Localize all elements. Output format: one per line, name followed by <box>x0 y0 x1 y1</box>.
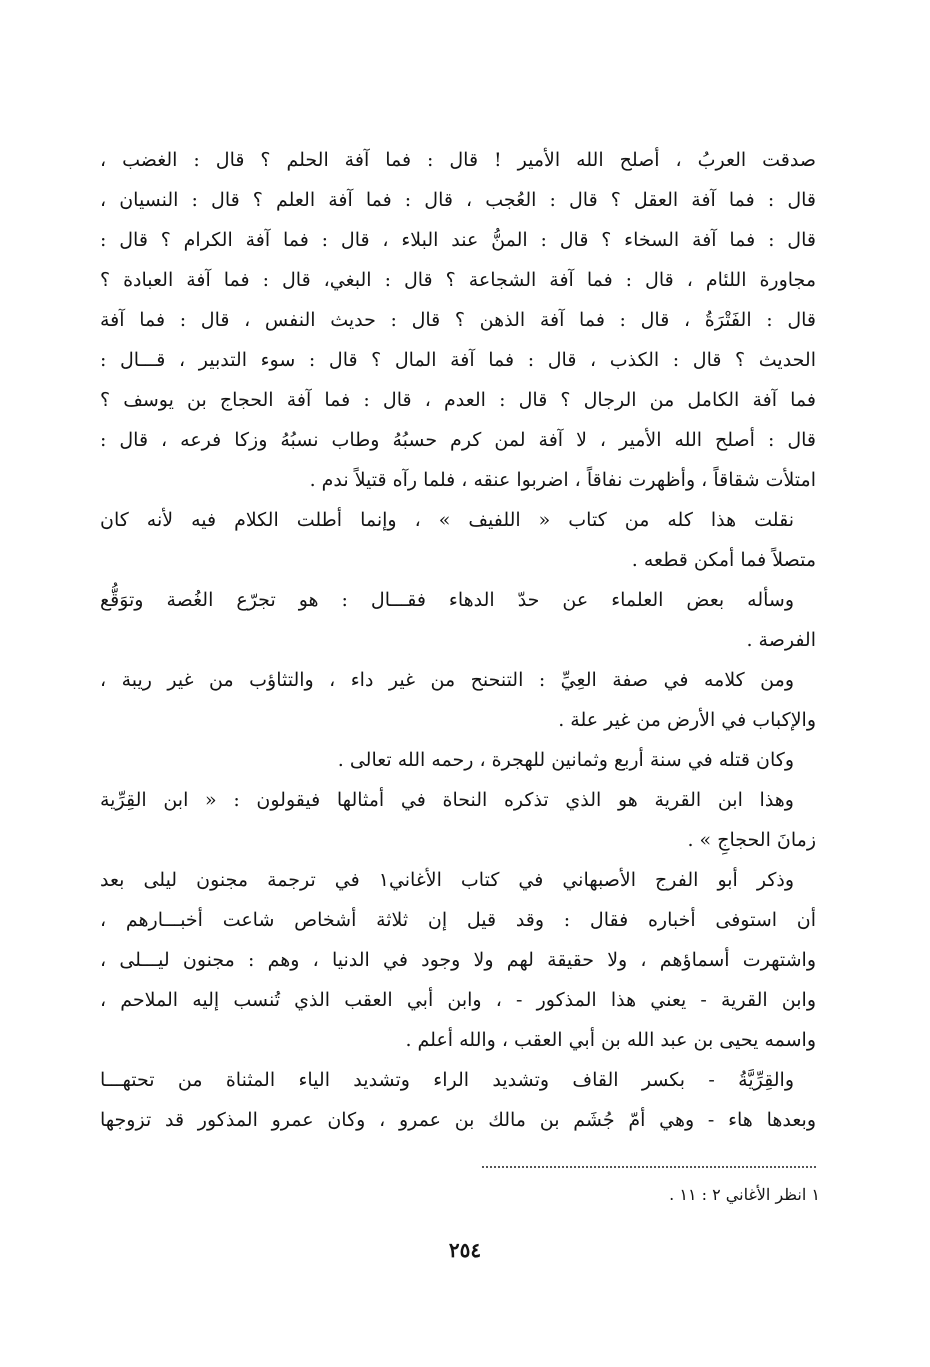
text-line: واشتهرت أسماؤهم ، ولا حقيقة لهم ولا وجود في الدنيا ، وهم : مجنون ليـــلى ، <box>100 949 816 971</box>
text-line: وذكر أبو الفرج الأصبهاني في كتاب الأغاني١ في ترجمة مجنون ليلى بعد <box>100 869 795 891</box>
text-line: مجاورة اللئام ، قال : فما آفة الشجاعة ؟ قال : البغي، قال : فما آفة العبادة ؟ <box>100 269 816 291</box>
text-line: أن استوفى أخباره فقال : وقد قيل إن ثلاثة أشخاص شاعت أخبـــارهم ، <box>100 909 816 931</box>
page-body <box>100 140 816 1140</box>
text-line: وهذا ابن القرية هو الذي تذكره النحاة في أمثالها فيقولون : « ابن القِرِّية <box>100 789 794 811</box>
page-number: ٢٥٤ <box>448 1238 482 1262</box>
text-line: والإكباب في الأرض من غير علة . <box>558 709 816 731</box>
text-line: الفرصة . <box>746 629 816 651</box>
text-line: زمانَ الحجاجِ » . <box>687 829 816 851</box>
text-line: وسأله بعض العلماء عن حدّ الدهاء فقـــال : هو تجرّع الغُصة وتوَقُّع <box>100 589 794 611</box>
text-line: وكان قتله في سنة أربع وثمانين للهجرة ، رحمه الله تعالى . <box>337 749 794 771</box>
text-line: واسمه يحيى بن عبد الله بن أبي العقب ، والله أعلم . <box>405 1029 816 1051</box>
text-line: امتلأت شقاقاً ، وأظهرت نفاقاً ، اضربوا عنقه ، فلما رآه قتيلاً ندم . <box>309 469 816 491</box>
text-line: فما آفة الكامل من الرجال ؟ قال : العدم ، قال : فما آفة الحجاج بن يوسف ؟ <box>100 389 816 411</box>
text-line: قال : الفَتْرَةُ ، قال : فما آفة الذهن ؟ قال : حديث النفس ، قال : فما آفة <box>100 309 816 331</box>
text-line: ومن كلامه في صفة العِيِّ : التنحنح من غير داء ، والتثاؤب من غير ريبة ، <box>100 669 794 691</box>
text-line: نقلت هذا كله من كتاب « اللفيف » ، وإنما أطلت الكلام فيه لأنه كان <box>100 509 794 531</box>
footnote-divider <box>482 1166 816 1168</box>
text-line: متصلاً فما أمكن قطعه . <box>631 549 816 571</box>
text-line: قال : فما آفة السخاء ؟ قال : المنُّ عند البلاء ، قال : فما آفة الكرام ؟ قال : <box>100 229 816 251</box>
text-line: الحديث ؟ قال : الكذب ، قال : فما آفة المال ؟ قال : سوء التدبير ، قـــال : <box>100 349 816 371</box>
text-line: وابن القرية - يعني هذا المذكور - ، وابن أبي العقب الذي تُنسب إليه الملاحم ، <box>100 989 816 1011</box>
text-line: وبعدها هاء - وهي أمّ جُشَم بن مالك بن عمرو ، وكان عمرو المذكور قد تزوجها <box>100 1109 816 1131</box>
text-line: والقِرِّيَّةُ - بكسر القاف وتشديد الراء وتشديد الياء المثناة من تحتهـــا <box>100 1069 794 1091</box>
footnote: ١ انظر الأغاني ٢ : ١١ . <box>669 1185 820 1204</box>
text-line: قال : أصلح الله الأمير ، لا آفة لمن كرم حسبُهُ وطاب نسبُهُ وزكا فرعه ، قال : <box>100 429 816 451</box>
text-line: صدقت العربُ ، أصلح الله الأمير ! قال : فما آفة الحلم ؟ قال : الغضب ، <box>100 149 816 171</box>
text-line: قال : فما آفة العقل ؟ قال : العُجب ، قال : فما آفة العلم ؟ قال : النسيان ، <box>100 189 816 211</box>
